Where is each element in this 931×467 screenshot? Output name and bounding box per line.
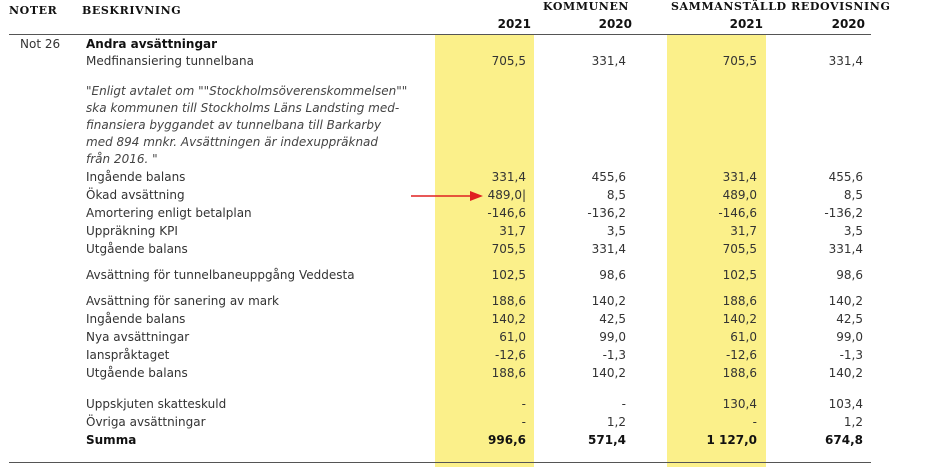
cell-sammanstalld-2020: 99,0 (836, 330, 863, 344)
cell-kommunen-2021: 705,5 (491, 242, 526, 256)
cell-sammanstalld-2021: 331,4 (722, 170, 757, 184)
cell-sammanstalld-2020: 103,4 (828, 397, 863, 411)
cell-kommunen-2021: 140,2 (491, 312, 526, 326)
cell-kommunen-2020: 331,4 (591, 54, 626, 68)
year-kommunen-2020: 2020 (598, 17, 632, 31)
cell-sammanstalld-2020: 674,8 (825, 433, 863, 447)
cell-kommunen-2021: 705,5 (491, 54, 526, 68)
row-label: Uppräkning KPI (86, 224, 178, 238)
cell-kommunen-2020: 331,4 (591, 242, 626, 256)
header-sammanstalld: SAMMANSTÄLLD REDOVISNING (671, 0, 891, 13)
cell-sammanstalld-2021: 102,5 (722, 268, 757, 282)
cell-sammanstalld-2021: -146,6 (718, 206, 757, 220)
table-row (0, 415, 931, 433)
section-title: Andra avsättningar (86, 37, 218, 51)
row-label: Ianspråktaget (86, 348, 170, 362)
header-beskrivning: BESKRIVNING (82, 4, 182, 17)
quote-line: med 894 mnkr. Avsättningen är indexuppräknad (86, 135, 379, 149)
cell-kommunen-2020: 3,5 (606, 224, 626, 238)
cell-kommunen-2021: 331,4 (491, 170, 526, 184)
cell-kommunen-2021: 188,6 (491, 294, 526, 308)
row-label: Avsättning för sanering av mark (86, 294, 280, 308)
red-arrow-icon (410, 189, 484, 203)
quote-line: finansiera byggandet av tunnelbana till Barkarby (86, 118, 382, 132)
cell-sammanstalld-2021: 489,0 (722, 188, 757, 202)
quote-line: "Enligt avtalet om ""Stockholmsöverenskommelsen"" (86, 84, 408, 98)
cell-sammanstalld-2021: 188,6 (722, 366, 757, 380)
cell-sammanstalld-2021: 705,5 (722, 242, 757, 256)
cell-sammanstalld-2020: 331,4 (828, 54, 863, 68)
cell-kommunen-2021: 188,6 (491, 366, 526, 380)
row-label: Uppskjuten skatteskuld (86, 397, 227, 411)
cell-kommunen-2021: - (521, 415, 526, 429)
quote-line: från 2016. " (86, 152, 158, 166)
row-label: Ingående balans (86, 170, 186, 184)
cell-sammanstalld-2020: -1,3 (839, 348, 863, 362)
section-title-row (0, 37, 931, 55)
row-label: Medfinansiering tunnelbana (86, 54, 254, 68)
cell-kommunen-2020: 455,6 (591, 170, 626, 184)
row-label: Ökad avsättning (86, 188, 185, 202)
cell-sammanstalld-2020: 331,4 (828, 242, 863, 256)
quote-line: ska kommunen till Stockholms Läns Landsting med- (86, 101, 400, 115)
cell-sammanstalld-2021: 61,0 (730, 330, 757, 344)
cell-sammanstalld-2020: 140,2 (828, 294, 863, 308)
row-label: Summa (86, 433, 137, 447)
cell-kommunen-2020: 8,5 (606, 188, 626, 202)
cell-kommunen-2020: -1,3 (602, 348, 626, 362)
table-row (0, 312, 931, 330)
cell-sammanstalld-2021: - (752, 415, 757, 429)
cell-sammanstalld-2020: 98,6 (836, 268, 863, 282)
table-row (0, 54, 931, 72)
cell-sammanstalld-2021: 188,6 (722, 294, 757, 308)
cell-sammanstalld-2020: -136,2 (824, 206, 863, 220)
year-sammanstalld-2020: 2020 (831, 17, 865, 31)
cell-sammanstalld-2021: 130,4 (722, 397, 757, 411)
cell-kommunen-2021: -146,6 (487, 206, 526, 220)
quote-text (86, 83, 436, 168)
cell-kommunen-2020: 140,2 (591, 366, 626, 380)
year-kommunen-2021: 2021 (497, 17, 531, 31)
cell-sammanstalld-2021: 705,5 (722, 54, 757, 68)
cell-sammanstalld-2020: 3,5 (843, 224, 863, 238)
cell-kommunen-2021: - (521, 397, 526, 411)
cell-sammanstalld-2021: 31,7 (730, 224, 757, 238)
cell-sammanstalld-2021: -12,6 (725, 348, 757, 362)
cell-kommunen-2020: 571,4 (588, 433, 626, 447)
cell-kommunen-2020: 1,2 (606, 415, 626, 429)
table-row (0, 348, 931, 366)
cell-kommunen-2020: 98,6 (599, 268, 626, 282)
cell-sammanstalld-2020: 8,5 (843, 188, 863, 202)
row-label: Ingående balans (86, 312, 186, 326)
table-row (0, 366, 931, 384)
header-rule (9, 34, 871, 35)
row-label: Avsättning för tunnelbaneuppgång Veddesta (86, 268, 355, 282)
cell-kommunen-2020: -136,2 (587, 206, 626, 220)
header-noter: NOTER (9, 4, 58, 17)
header-kommunen: KOMMUNEN (543, 0, 630, 13)
row-label: Amortering enligt betalplan (86, 206, 252, 220)
row-label: Utgående balans (86, 242, 188, 256)
cell-kommunen-2020: 99,0 (599, 330, 626, 344)
table-row (0, 224, 931, 242)
cell-kommunen-2020: 140,2 (591, 294, 626, 308)
row-label: Nya avsättningar (86, 330, 190, 344)
cell-kommunen-2021: 102,5 (491, 268, 526, 282)
year-sammanstalld-2021: 2021 (729, 17, 763, 31)
cell-sammanstalld-2021: 1 127,0 (706, 433, 757, 447)
table-row (0, 242, 931, 260)
table-row (0, 268, 931, 286)
cell-kommunen-2020: 42,5 (599, 312, 626, 326)
note-number: Not 26 (20, 37, 61, 51)
table-row (0, 294, 931, 312)
row-label: Övriga avsättningar (86, 415, 206, 429)
cell-sammanstalld-2020: 42,5 (836, 312, 863, 326)
cell-kommunen-2021: -12,6 (494, 348, 526, 362)
total-row (0, 433, 931, 451)
cell-kommunen-2021: 489,0| (487, 188, 526, 202)
cell-sammanstalld-2020: 455,6 (828, 170, 863, 184)
cell-kommunen-2021: 31,7 (499, 224, 526, 238)
row-label: Utgående balans (86, 366, 188, 380)
cell-kommunen-2020: - (621, 397, 626, 411)
table-row (0, 206, 931, 224)
cell-kommunen-2021: 61,0 (499, 330, 526, 344)
table-row (0, 330, 931, 348)
cell-sammanstalld-2021: 140,2 (722, 312, 757, 326)
table-row (0, 170, 931, 188)
table-row (0, 397, 931, 415)
cell-sammanstalld-2020: 1,2 (843, 415, 863, 429)
cell-sammanstalld-2020: 140,2 (828, 366, 863, 380)
cell-kommunen-2021: 996,6 (488, 433, 526, 447)
bottom-rule (9, 462, 871, 463)
